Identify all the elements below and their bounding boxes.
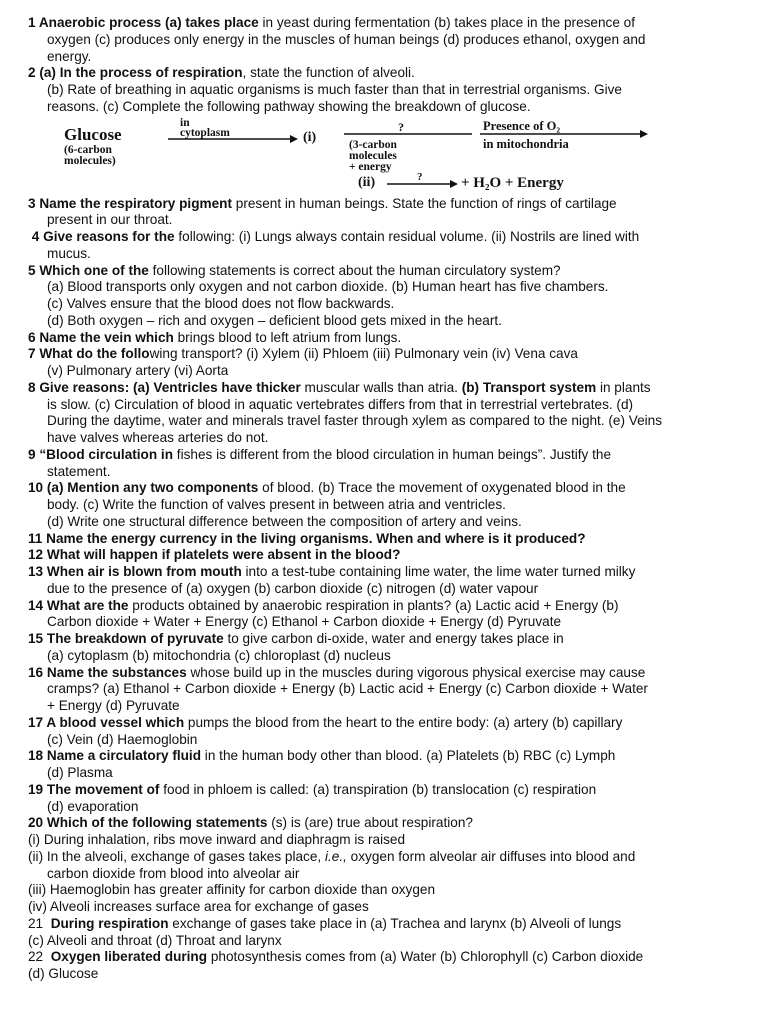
q15-number: 15 [28,631,47,646]
q17-number: 17 [28,714,47,730]
q8-mid: muscular walls than atria. [300,379,462,395]
q20-option-ii-ie: i.e., [324,848,347,864]
q7-number: 7 [28,346,40,362]
q4-line-2: mucus. [47,245,91,261]
q10-bold: (a) Mention any two components [46,480,259,496]
q17-line-2: (c) Vein (d) Haemoglobin [47,731,198,747]
q10-number: 10 [28,480,47,496]
q6-number: 6 [28,329,40,345]
q5-line-2: (a) Blood transports only oxygen and not carbon dioxide. (b) Human heart has five chambers. [47,279,609,295]
question-17 [28,715,752,749]
q8-line-3: During the daytime, water and minerals travel faster through xylem as compared to the night. (e) Veins [47,413,663,429]
q2-bold: (a) In the process of respiration [39,65,243,81]
three-carbon-3: + energy [349,160,392,173]
q4-number: 4 [28,229,44,244]
q16-line-2: cramps? (a) Ethanol + Carbon dioxide + Energy (b) Lactic acid + Energy (c) Carbon dioxide + Water [47,681,648,697]
q1-line-3: energy. [47,48,92,64]
glucose-sub-2: molecules) [64,154,116,167]
q15-bold: The breakdown of pyruvate [46,631,224,646]
question-2 [28,65,752,115]
q13-line-2: due to the presence of (a) oxygen (b) carbon dioxide (c) nitrogen (d) water vapour [47,580,539,596]
q20-option-iv: (iv) Alveoli increases surface area for exchange of gases [28,899,369,914]
q8-bold-2: (b) Transport system [461,379,597,395]
three-carbon-1: (3-carbon [349,138,397,151]
in-label: in [180,116,190,129]
q2-number: 2 [28,65,40,81]
q22-number: 22 [28,949,51,965]
question-15 [28,631,752,665]
q4-text: following: (i) Lungs always contain residual volume. (ii) Nostrils are lined with [174,229,640,244]
question-mark-1: ? [398,119,404,134]
q9-line-2: statement. [47,463,111,479]
q6-text: brings blood to left atrium from lungs. [173,329,402,345]
q5-text: following statements is correct about the human circulatory system? [148,262,561,278]
question-8 [28,380,752,447]
question-21 [28,916,752,950]
glucose-sub-1: (6-carbon [64,143,112,156]
q6-bold: Name the vein which [39,329,174,345]
q3-text: present in human beings. State the function of rings of cartilage [231,195,617,211]
q13-text: into a test-tube containing lime water, the lime water turned milky [241,564,636,579]
q13-number: 13 [28,564,47,579]
mitochondria-label: in mitochondria [483,136,569,151]
q3-line-2: present in our throat. [47,212,173,228]
q18-line-2: (d) Plasma [47,765,113,780]
q22-line-2: (d) Glucose [28,966,99,981]
question-20 [28,815,752,916]
q18-bold: Name a circulatory fluid [46,748,202,764]
q21-bold: During respiration [50,915,169,931]
q11-bold: Name the energy currency in the living organisms. When and where is it produced? [46,530,586,546]
q15-text: to give carbon di-oxide, water and energy takes place in [223,631,564,646]
q8-line-4: have valves whereas arteries do not. [47,430,269,445]
glucose-pathway-diagram [28,118,752,194]
q1-line-2: oxygen (c) produces only energy in the muscles of human beings (d) produces ethanol, oxygen and [47,31,646,47]
question-11 [28,531,752,548]
question-4 [28,229,752,263]
q20-option-iii: (iii) Haemoglobin has greater affinity for carbon dioxide than oxygen [28,882,436,898]
q21-text: exchange of gases take place in (a) Trachea and larynx (b) Alveoli of lungs [168,915,622,931]
question-14 [28,598,752,632]
q8-text: in plants [596,379,651,395]
q16-number: 16 [28,664,47,680]
q20-option-ii-a: (ii) In the alveoli, exchange of gases takes place, [28,848,325,864]
q3-number: 3 [28,195,40,211]
question-9 [28,447,752,481]
q14-bold: What are the [46,597,129,613]
q3-bold: Name the respiratory pigment [39,195,232,211]
q10-text: of blood. (b) Trace the movement of oxygenated blood in the [258,480,626,496]
q1-number: 1 [28,15,39,30]
q16-bold: Name the substances [46,664,187,680]
q20-number: 20 [28,815,47,831]
question-12 [28,547,752,564]
q8-line-2: is slow. (c) Circulation of blood in aquatic vertebrates differs from that in terrestrial vertebrates. (d) [47,396,634,412]
question-3 [28,196,752,230]
q7-bold: What do the follo [39,346,150,362]
step-ii-label: (ii) [358,174,376,190]
q21-number: 21 [28,915,51,931]
q15-line-2: (a) cytoplasm (b) mitochondria (c) chloroplast (d) nucleus [47,647,391,663]
q2-text: , state the function of alveoli. [242,65,415,81]
question-mark-2: ? [417,170,423,183]
q18-text: in the human body other than blood. (a) Platelets (b) RBC (c) Lymph [201,748,616,764]
q19-line-2: (d) evaporation [47,798,139,814]
q5-line-4: (d) Both oxygen – rich and oxygen – deficient blood gets mixed in the heart. [47,312,502,328]
q17-text: pumps the blood from the heart to the entire body: (a) artery (b) capillary [184,714,623,730]
three-carbon-2: molecules [349,149,397,162]
q5-bold: Which one of the [39,262,149,278]
step-i-label: (i) [303,129,317,145]
q22-bold: Oxygen liberated during [50,949,208,965]
question-5 [28,263,752,330]
q20-option-ii-cont: carbon dioxide from blood into alveolar air [47,865,300,881]
q10-line-2: body. (c) Write the function of valves present in between atria and ventricles. [47,497,506,512]
q22-text: photosynthesis comes from (a) Water (b) Chlorophyll (c) Carbon dioxide [207,949,644,965]
question-13 [28,564,752,598]
q19-number: 19 [28,781,47,797]
q20-option-i: (i) During inhalation, ribs move inward and diaphragm is raised [28,832,406,847]
question-22 [28,949,752,983]
arrowhead-3 [450,180,458,188]
question-6 [28,330,752,347]
presence-o2-label: Presence of O₂ [483,118,561,133]
q5-number: 5 [28,262,40,278]
q9-bold: “Blood circulation in [39,446,174,462]
question-10 [28,480,752,530]
q12-bold: What will happen if platelets were absent in the blood? [46,547,401,563]
q18-number: 18 [28,748,47,764]
question-16 [28,665,752,715]
q8-bold: Give reasons: (a) Ventricles have thicker [39,379,301,395]
q19-bold: The movement of [46,781,160,797]
q14-line-2: Carbon dioxide + Water + Energy (c) Ethanol + Carbon dioxide + Energy (d) Pyruvate [47,614,562,630]
q19-text: food in phloem is called: (a) transpiration (b) translocation (c) respiration [159,781,597,797]
q13-bold: When air is blown from mouth [46,564,242,579]
q2-line-3: reasons. (c) Complete the following pathway showing the breakdown of glucose. [47,98,531,114]
q21-line-2: (c) Alveoli and throat (d) Throat and larynx [28,932,282,948]
q11-number: 11 [28,530,47,546]
q20-option-ii-b: oxygen form alveolar air diffuses into blood and [346,848,636,864]
q12-number: 12 [28,547,47,563]
arrowhead-2 [640,130,648,138]
cytoplasm-label: cytoplasm [180,126,230,139]
q4-bold: Give reasons for the [43,229,175,244]
question-7 [28,346,752,380]
q7-text: wing transport? (i) Xylem (ii) Phloem (iii) Pulmonary vein (iv) Vena cava [149,346,578,362]
q9-text: fishes is different from the blood circulation in human beings”. Justify the [173,446,612,462]
glucose-label: Glucose [64,124,122,144]
q10-line-3: (d) Write one structural difference between the composition of artery and veins. [47,513,522,529]
q2-line-2: (b) Rate of breathing in aquatic organisms is much faster than that in terrestrial organisms. Give [47,82,622,97]
q17-bold: A blood vessel which [46,714,185,730]
q16-line-3: + Energy (d) Pyruvate [47,698,180,713]
q14-number: 14 [28,597,47,613]
question-18 [28,748,752,782]
q8-number: 8 [28,379,40,395]
q16-text: whose build up in the muscles during vigorous physical exercise may cause [186,664,646,680]
q1-bold: Anaerobic process (a) takes place [38,15,259,30]
question-1 [28,15,752,65]
question-19 [28,782,752,816]
q20-bold: Which of the following statements [46,815,268,831]
q5-line-3: (c) Valves ensure that the blood does not flow backwards. [47,296,395,311]
q7-line-2: (v) Pulmonary artery (vi) Aorta [47,363,229,378]
q9-number: 9 [28,446,40,462]
q14-text: products obtained by anaerobic respiration in plants? (a) Lactic acid + Energy (b) [128,597,619,613]
q1-text: in yeast during fermentation (b) takes place in the presence of [258,15,636,30]
q20-text: (s) is (are) true about respiration? [267,815,473,831]
products-label: + H₂O + Energy [461,174,564,191]
arrowhead-1 [290,135,298,143]
